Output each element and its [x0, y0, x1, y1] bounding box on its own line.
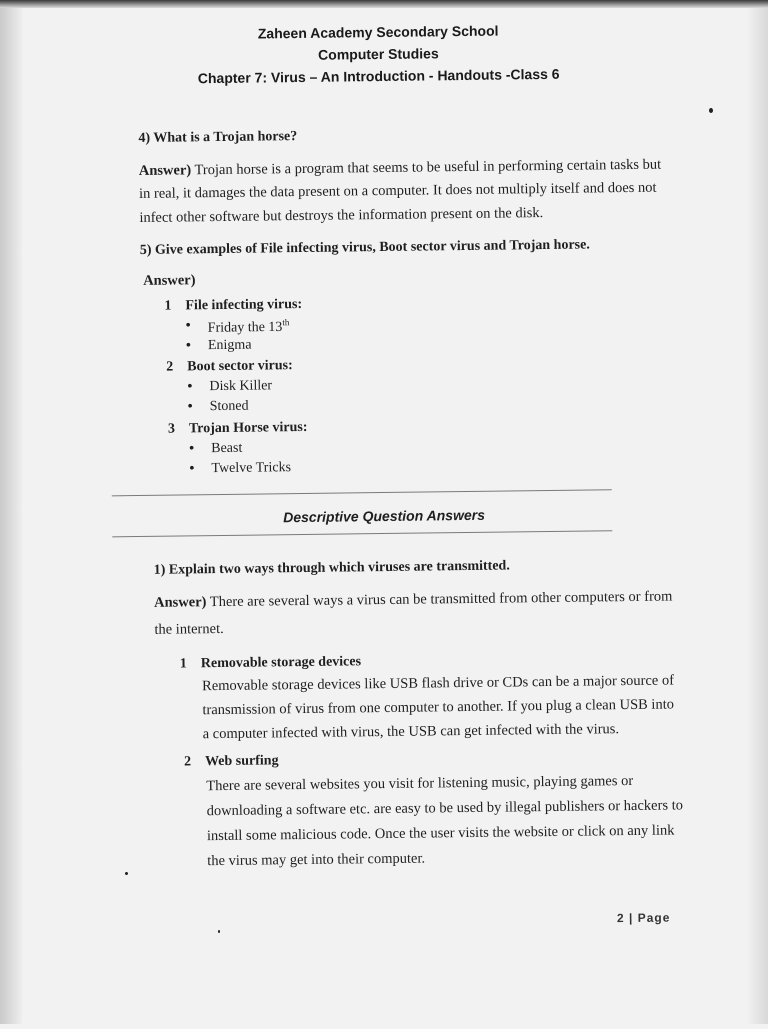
section-title: Descriptive Question Answers: [283, 506, 486, 526]
page-number: 2: [616, 911, 625, 926]
group-3-number: 3: [167, 421, 176, 437]
list-item: • Twelve Tricks: [211, 460, 291, 477]
answer-4-line-3: infect other software but destroys the information present on the disk.: [139, 205, 544, 226]
scan-speck: [218, 930, 220, 933]
scan-speck: [709, 108, 713, 113]
question-5: 5) Give examples of File infecting virus, Boot sector virus and Trojan horse.: [139, 237, 590, 258]
section-divider-bottom: [112, 530, 612, 537]
answer-label: Answer): [138, 162, 192, 179]
point-2-line-3: install some malicious code. Once the user visits the website or click on any link: [206, 822, 675, 845]
answer-5-label: Answer): [143, 272, 196, 289]
point-2-line-2: downloading a software etc. are easy to be used by illegal publishers or hackers to: [206, 797, 684, 820]
list-item: • Enigma: [208, 338, 252, 355]
group-3-title: Trojan Horse virus:: [188, 419, 308, 437]
point-1-line-3: a computer infected with virus, the USB can get infected with the virus.: [202, 721, 620, 743]
chapter-title: Chapter 7: Virus – An Introduction - Handouts -Class 6: [197, 65, 560, 87]
group-1-number: 1: [164, 298, 172, 314]
point-1-number: 1: [179, 656, 187, 672]
list-item: • Stoned: [210, 399, 249, 415]
answer-4-line-1: Answer) Trojan horse is a program that seems to be useful in performing certain tasks but: [138, 156, 662, 179]
point-1-line-2: transmission of virus from one computer to another. If you plug a clean USB into: [202, 696, 675, 719]
list-item: • Beast: [211, 441, 242, 457]
question-4: 4) What is a Trojan horse?: [138, 129, 298, 146]
point-1-title: Removable storage devices: [200, 654, 362, 672]
descriptive-question-1: 1) Explain two ways through which viruses are transmitted.: [153, 558, 510, 578]
page-label: | Page: [628, 910, 671, 926]
answer-4-line-2: in real, it damages the data present on a computer. It does not multiply itself and does not: [138, 179, 657, 202]
point-2-line-1: There are several websites you visit for listening music, playing games or: [206, 772, 634, 795]
scan-speck: [125, 872, 128, 875]
point-2-number: 2: [183, 754, 192, 770]
section-divider-top: [112, 489, 612, 496]
list-item: • Disk Killer: [209, 378, 272, 395]
point-1-line-1: Removable storage devices like USB flash drive or CDs can be a major source of: [202, 672, 675, 695]
page-footer: [617, 911, 671, 926]
point-2-title: Web surfing: [204, 753, 279, 770]
dq1-answer-line-1: Answer) There are several ways a virus can be transmitted from other computers or from: [153, 588, 673, 611]
group-1-title: File infecting virus:: [185, 296, 303, 314]
point-2-line-4: the virus may get into their computer.: [207, 850, 426, 870]
group-2-number: 2: [166, 359, 174, 375]
list-item: • Friday the 13th: [208, 317, 290, 337]
answer-label: Answer): [153, 594, 207, 611]
group-2-title: Boot sector virus:: [187, 358, 293, 375]
subject-title: Computer Studies: [318, 45, 439, 63]
dq1-answer-line-2: the internet.: [154, 620, 224, 638]
school-name: Zaheen Academy Secondary School: [257, 22, 499, 42]
